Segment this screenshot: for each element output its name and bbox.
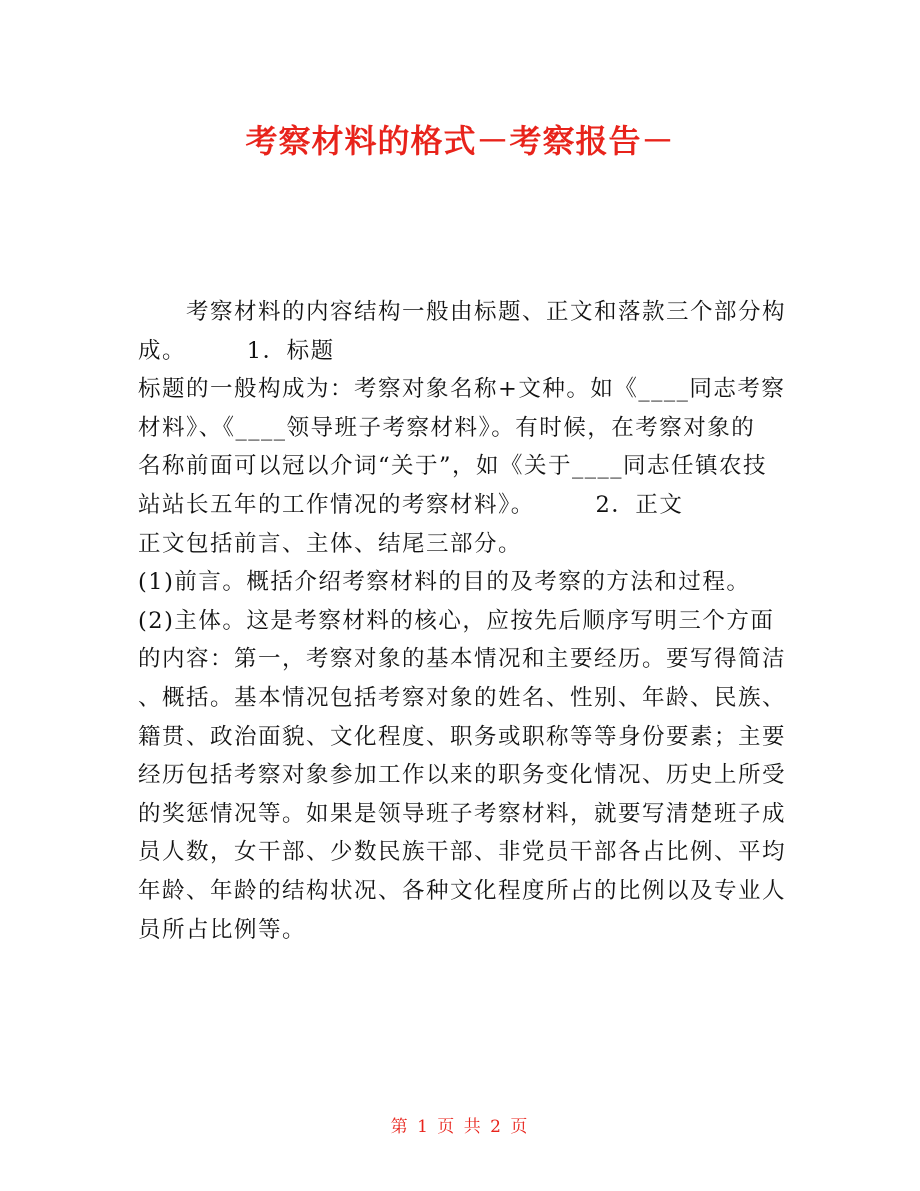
body-line: 成。 1．标题 xyxy=(138,337,335,364)
body-line: 、概括。基本情况包括考察对象的姓名、性别、年龄、民族、 xyxy=(138,684,787,711)
document-body xyxy=(138,293,798,949)
body-line: 经历包括考察对象参加工作以来的职务变化情况、历史上所受 xyxy=(138,762,787,789)
body-line: 员人数，女干部、少数民族干部、非党员干部各占比例、平均 xyxy=(138,839,787,866)
body-line: (1)前言。概括介绍考察材料的目的及考察的方法和过程。 xyxy=(138,569,751,596)
body-line: 的内容：第一，考察对象的基本情况和主要经历。要写得简洁 xyxy=(138,646,787,673)
body-line: 正文包括前言、主体、结尾三部分。 xyxy=(138,530,523,557)
body-line: 年龄、年龄的结构状况、各种文化程度所占的比例以及专业人 xyxy=(138,877,787,904)
page-number-footer: 第 1 页 共 2 页 xyxy=(390,1117,530,1137)
body-line: 材料》、《____领导班子考察材料》。有时候，在考察对象的 xyxy=(138,414,756,441)
body-line: 员所占比例等。 xyxy=(138,916,307,943)
body-line: 名称前面可以冠以介词“关于”，如《关于____同志任镇农技 xyxy=(138,453,768,480)
body-line: 考察材料的内容结构一般由标题、正文和落款三个部分构 xyxy=(138,299,787,325)
body-line: 籍贯、政治面貌、文化程度、职务或职称等等身份要素；主要 xyxy=(138,723,787,750)
body-line: (2)主体。这是考察材料的核心，应按先后顺序写明三个方面 xyxy=(138,607,775,634)
page-title: 考察材料的格式－考察报告－ xyxy=(245,122,675,160)
body-line: 站站长五年的工作情况的考察材料》。 2．正文 xyxy=(138,491,684,518)
body-line: 标题的一般构成为：考察对象名称+文种。如《____同志考察 xyxy=(138,376,786,403)
body-line: 的奖惩情况等。如果是领导班子考察材料，就要写清楚班子成 xyxy=(138,800,787,827)
